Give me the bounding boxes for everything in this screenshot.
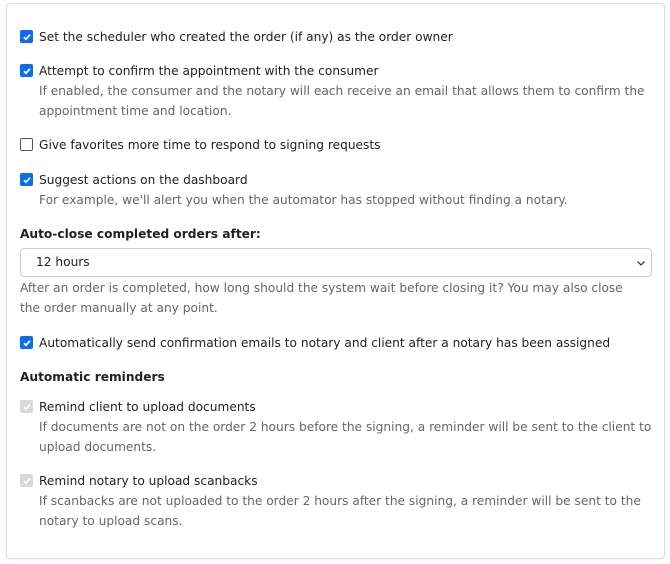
checkbox-disabled-checked-icon bbox=[20, 400, 33, 413]
checkbox-checked-icon[interactable] bbox=[20, 30, 33, 43]
checkbox-checked-icon[interactable] bbox=[20, 173, 33, 186]
checkbox-unchecked-icon[interactable] bbox=[20, 138, 33, 151]
checkbox-disabled-checked-icon bbox=[20, 474, 33, 487]
chevron-down-icon bbox=[636, 258, 646, 268]
reminders-heading: Automatic reminders bbox=[20, 370, 165, 384]
checkbox-checked-icon[interactable] bbox=[20, 64, 33, 77]
auto-close-heading: Auto-close completed orders after: bbox=[20, 227, 261, 241]
auto-close-help: After an order is completed, how long should the system wait before closing it? You may also close the order manually at any point. bbox=[20, 281, 623, 315]
checkbox-checked-icon[interactable] bbox=[20, 336, 33, 349]
auto-close-select[interactable]: 12 hours bbox=[20, 248, 652, 277]
